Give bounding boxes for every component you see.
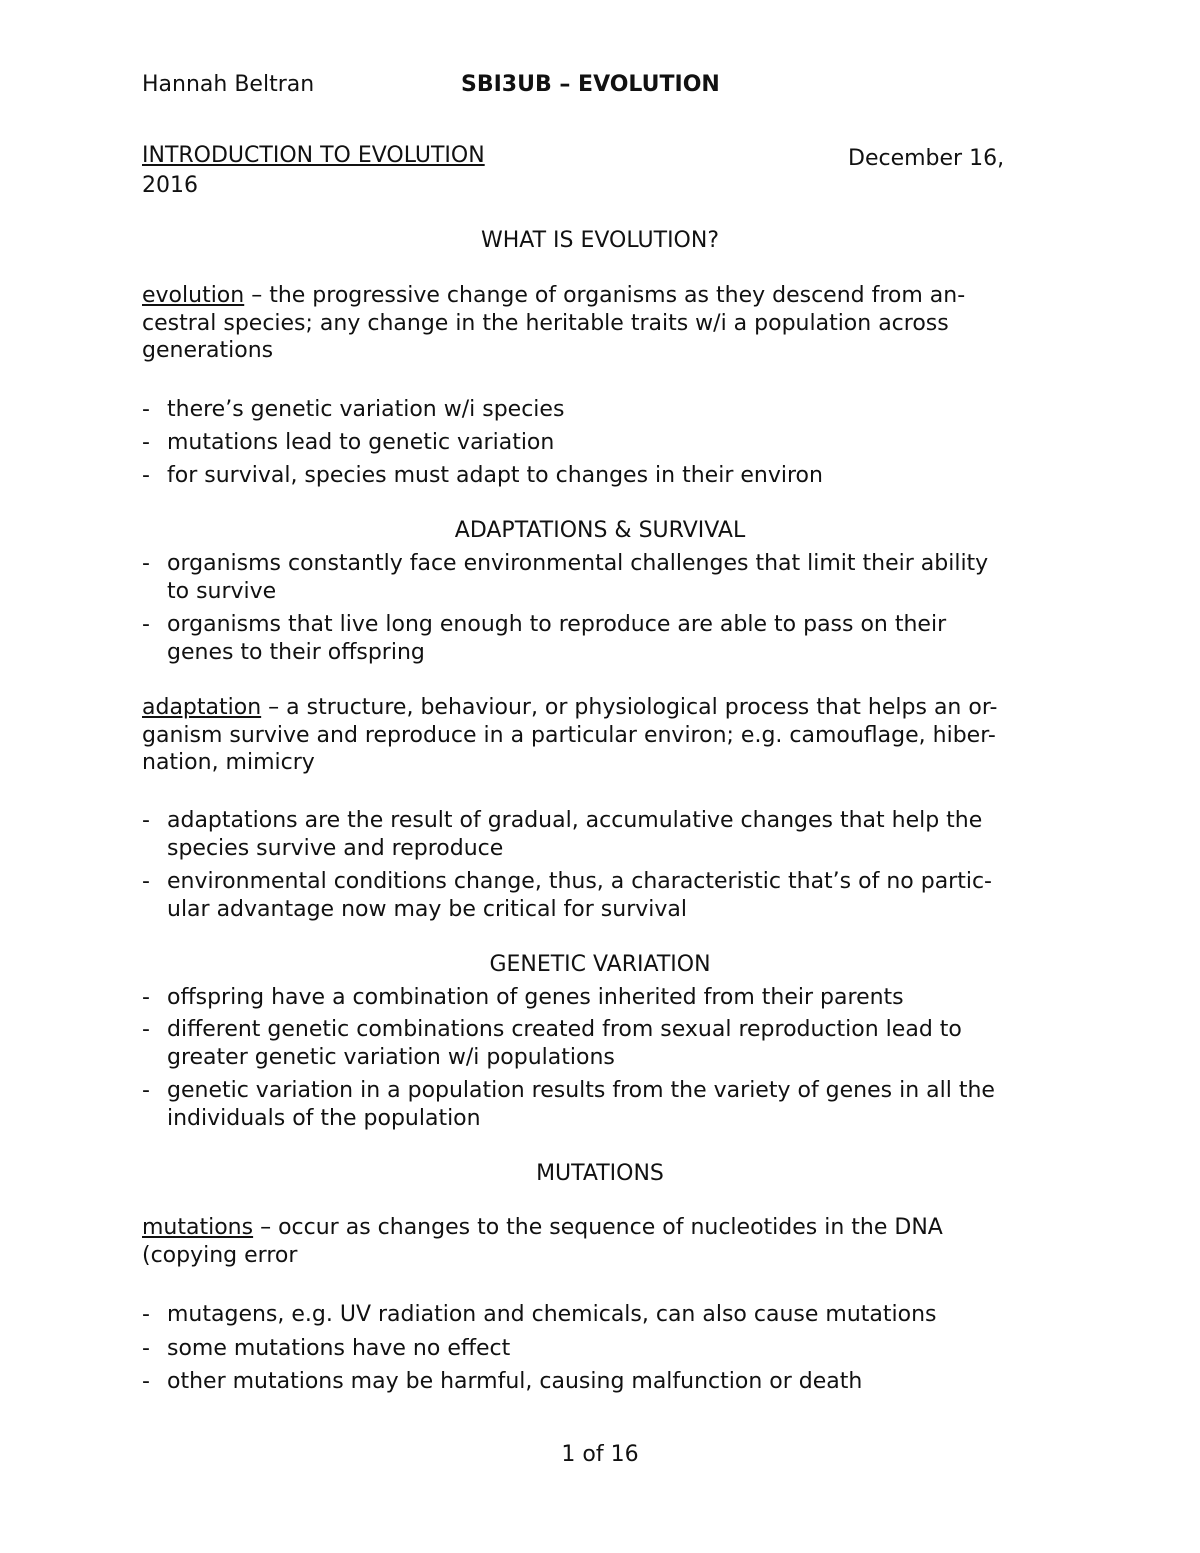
definition-adaptation [142, 694, 1062, 777]
list-item [142, 984, 1062, 1012]
date-line-2: 2016 [142, 173, 198, 198]
definition-text: (copying error [142, 1242, 298, 1268]
list-item [142, 1016, 1062, 1072]
bullet-dash: - [142, 1302, 150, 1327]
list-item-text: organisms constantly face environmental challenges that limit their ability [167, 551, 989, 576]
list-item-text: organisms that live long enough to reproduce are able to pass on their [167, 612, 947, 637]
definition-text: – a structure, behaviour, or physiological process that helps an or- [261, 695, 998, 720]
list-item-text: mutagens, e.g. UV radiation and chemicals, can also cause mutations [167, 1302, 937, 1327]
list-item-text: different genetic combinations created from sexual reproduction lead to [167, 1017, 962, 1042]
list-item [142, 1335, 1062, 1363]
list-item [142, 1368, 1062, 1396]
bullet-dash: - [142, 430, 150, 455]
list-item-text: genes to their offspring [167, 640, 425, 665]
bullet-dash: - [142, 1336, 150, 1361]
list-item-text: other mutations may be harmful, causing malfunction or death [167, 1369, 863, 1394]
definition-text: – the progressive change of organisms as they descend from an- [244, 283, 966, 308]
section-heading-genetic-variation: GENETIC VARIATION [489, 952, 711, 977]
bullet-dash: - [142, 869, 150, 894]
term-evolution: evolution [142, 283, 245, 308]
list-item [142, 807, 1062, 863]
list-item-text: for survival, species must adapt to changes in their environ [167, 463, 823, 488]
list-item-text: greater genetic variation w/i populations [167, 1045, 615, 1070]
list-item-text: adaptations are the result of gradual, accumulative changes that help the [167, 808, 983, 833]
definition-text: ganism survive and reproduce in a particular environ; e.g. camouflage, hiber- [142, 722, 996, 748]
author-name: Hannah Beltran [142, 72, 315, 97]
list-item [142, 1077, 1062, 1133]
date-line-1: December 16, [848, 146, 1005, 171]
list-item-text: mutations lead to genetic variation [167, 430, 555, 455]
definition-text: generations [142, 338, 274, 363]
list-item-text: environmental conditions change, thus, a characteristic that’s of no partic- [167, 869, 992, 894]
list-item-text: ular advantage now may be critical for survival [167, 897, 687, 922]
list-item [142, 611, 1062, 667]
bullet-dash: - [142, 463, 150, 488]
page-number: 1 of 16 [561, 1442, 639, 1467]
list-item-text: species survive and reproduce [167, 836, 504, 861]
bullet-dash: - [142, 612, 150, 637]
list-item-text: to survive [167, 579, 277, 604]
list-item-text: offspring have a combination of genes inherited from their parents [167, 985, 904, 1010]
term-adaptation: adaptation [142, 695, 262, 720]
bullet-dash: - [142, 1369, 150, 1394]
definition-evolution [142, 282, 1062, 365]
bullet-dash: - [142, 551, 150, 576]
list-item [142, 429, 1062, 457]
bullet-dash: - [142, 397, 150, 422]
course-title: SBI3UB – EVOLUTION [461, 72, 720, 97]
term-mutations: mutations [142, 1215, 254, 1240]
bullet-dash: - [142, 808, 150, 833]
section-heading-mutations: MUTATIONS [536, 1161, 664, 1186]
list-item [142, 462, 1062, 490]
list-item [142, 1301, 1062, 1329]
list-item-text: genetic variation in a population results from the variety of genes in all the [167, 1078, 995, 1103]
list-item-text: there’s genetic variation w/i species [167, 397, 565, 422]
definition-text: – occur as changes to the sequence of nucleotides in the DNA [253, 1215, 943, 1240]
section-heading-what-is-evolution: WHAT IS EVOLUTION? [480, 228, 720, 253]
definition-mutations [142, 1214, 1062, 1269]
list-item [142, 868, 1062, 924]
definition-text: cestral species; any change in the heritable traits w/i a population across [142, 310, 949, 336]
bullet-dash: - [142, 1078, 150, 1103]
definition-text: nation, mimicry [142, 750, 315, 775]
list-item [142, 396, 1062, 424]
list-item-text: individuals of the population [167, 1106, 481, 1131]
section-heading-adaptations: ADAPTATIONS & SURVIVAL [454, 518, 746, 543]
list-item [142, 550, 1062, 606]
bullet-dash: - [142, 985, 150, 1010]
list-item-text: some mutations have no effect [167, 1336, 511, 1361]
document-title: INTRODUCTION TO EVOLUTION [142, 143, 485, 168]
bullet-dash: - [142, 1017, 150, 1042]
